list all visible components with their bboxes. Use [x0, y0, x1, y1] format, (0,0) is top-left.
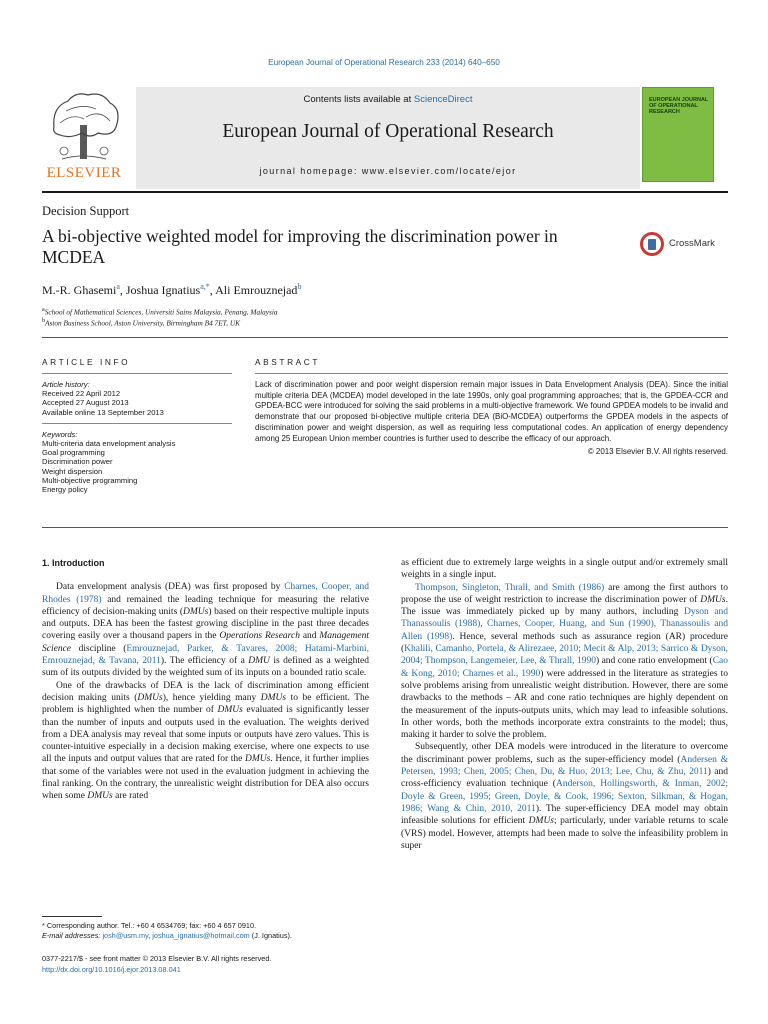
history-online: Available online 13 September 2013	[42, 407, 164, 417]
citation-link[interactable]: Charnes, Cooper, and Rhodes (1978)	[42, 582, 369, 605]
affiliation-b	[42, 318, 240, 327]
keyword-item: Discrimination power	[42, 457, 113, 467]
citation-link[interactable]: Anderson, Hollingsworth, & Inman, 2002; Doyle & Green, 1995; Green, Doyle, & Cook, 1996; Sexton, Silkman, & Hogan, 1986; Wang & Chin, 2010, 2011	[401, 779, 728, 814]
crossmark-label: CrossMark	[669, 238, 715, 249]
journal-citation[interactable]: European Journal of Operational Research 233 (2014) 640–650	[268, 58, 500, 67]
keyword-item: Energy policy	[42, 485, 88, 495]
author-list: M.-R. Ghasemi$^a$, Joshua Ignatius$^{a,*}$, Ali Emrouznejad$^b$	[42, 282, 302, 297]
email-addresses	[42, 931, 369, 941]
citation-link[interactable]: Khalili, Camanho, Portela, & Alirezaee, 2010; Mecit & Alp, 2013; Sarrico & Dyson, 2004; Thompson, Langemeier, Lee, & Thrall, 1990	[401, 644, 728, 667]
abstract-text: Lack of discrimination power and poor weight dispersion remain major issues in Data Envelopment Analysis (DEA). Since the initial multiple criteria DEA (MCDEA) model developed in the late 1990s, only goal programming approaches; that is, the GPDEA-CCR and GPDEA-BCC were introduced for solving the said problems in a multi-objective framework. We found GPDEA models to be invalid and demonstrate that our proposed bi-objective multiple criteria DEA (BiO-MCDEA) outperforms the GPDEA models in the aspects of discrimination power and weight dispersion, as well as requiring less computational codes. An application of energy dependency among 25 European Union member countries is further used to describe the efficacy of our approach.	[255, 380, 728, 443]
abstract-rule	[255, 373, 728, 374]
affiliation-divider	[42, 337, 728, 338]
article-info-rule	[42, 373, 232, 374]
author-sup: b	[297, 282, 302, 291]
affiliation-text: School of Mathematical Sciences, Universiti Sains Malaysia, Penang, Malaysia	[44, 307, 278, 317]
article-info	[42, 357, 232, 494]
abstract-bottom-divider	[42, 527, 728, 528]
keyword-item: Goal programming	[42, 448, 105, 458]
corresponding-author: * Corresponding author. Tel.: +60 4 6534769; fax: +60 4 657 0910.	[42, 921, 257, 930]
body-paragraph: Data envelopment analysis (DEA) was first proposed by Charnes, Cooper, and Rhodes (1978) and remained the leading technique for measuring the relative efficiency of decision-making units (DMUs) based on their respective multiple inputs and outputs. DEA has been the fastest growing discipline in the past three decades covering easily over a thousand papers in the Operations Research and Management Science discipline (Emrouznejad, Parker, & Tavares, 2008; Hatami-Marbini, Emrouznejad, & Tavana, 2011). The efficiency of a DMU is defined as a weighted sum of its outputs divided by the weighted sum of its inputs on a bounded ratio scale.	[42, 582, 369, 679]
keywords-rule	[42, 423, 232, 424]
abstract	[255, 357, 728, 456]
journal-cover-thumbnail	[642, 87, 714, 182]
corresponding-author-footnote	[42, 921, 369, 941]
affiliation-sup: b	[42, 318, 46, 324]
citation-link[interactable]: Thompson, Singleton, Thrall, and Smith (1986)	[415, 582, 605, 593]
author-sup: a	[116, 282, 120, 291]
author-name[interactable]: M.-R. Ghasemi	[42, 283, 117, 297]
sciencedirect-link[interactable]: ScienceDirect	[413, 94, 473, 105]
history-received: Received 22 April 2012	[42, 389, 121, 399]
body-right-column	[401, 557, 728, 852]
email-link[interactable]: joshua_ignatius@hotmail.com	[152, 931, 250, 940]
email-separator: ,	[148, 931, 153, 940]
keyword-item: Multi-criteria data envelopment analysis	[42, 439, 176, 449]
citation-link[interactable]: Emrouznejad, Parker, & Tavares, 2008; Hatami-Marbini, Emrouznejad, & Tavana, 2011	[42, 643, 369, 667]
issn-line: 0377-2217/$ - see front matter © 2013 Elsevier B.V. All rights reserved.	[42, 954, 272, 963]
article-title: A bi-objective weighted model for improving the discrimination power in MCDEA	[42, 226, 558, 267]
journal-banner	[136, 87, 640, 189]
crossmark-icon	[640, 232, 664, 256]
contents-prefix: Contents lists available at	[303, 94, 414, 105]
keywords-label: Keywords:	[42, 429, 78, 439]
body-paragraph: Subsequently, other DEA models were introduced in the literature to overcome the discriminant power problems, such as the super-efficiency model (Andersen & Petersen, 1993; Chen, 2005; Chen, Du, & Huo, 2013; Lee, Chu, & Zhu, 2011) and cross-efficiency evaluation technique (Anderson, Hollingsworth, & Inman, 2002; Doyle & Green, 1995; Green, Doyle, & Cook, 1996; Sexton, Silkman, & Hogan, 1986; Wang & Chin, 2010, 2011). The super-efficiency DEA model may obtain infeasible solutions for efficient DMUs; particularly, under variable returns to scale (VRS) model. However, attempts had been made to solve the infeasibility problem in super	[401, 742, 729, 851]
body-left-column	[42, 557, 369, 803]
keywords	[42, 430, 232, 494]
history-accepted: Accepted 27 August 2013	[42, 398, 129, 408]
citation-link[interactable]: Dyson and Thanassoulis (1988), Charnes, Cooper, Huang, and Sun (1990), Thanassoulis and Allen (1998)	[401, 607, 729, 642]
doi-link[interactable]: http://dx.doi.org/10.1016/j.ejor.2013.08.041	[42, 965, 181, 974]
author-sup: a,*	[200, 282, 210, 291]
affiliation-sup: a	[42, 307, 45, 313]
header-divider	[42, 191, 728, 193]
history-label: Article history:	[42, 380, 90, 389]
section-heading-introduction: 1. Introduction	[42, 558, 105, 568]
article-history	[42, 380, 232, 417]
affiliation-text: Aston Business School, Aston University, Birmingham B4 7ET, UK	[45, 318, 240, 328]
body-paragraph: Thompson, Singleton, Thrall, and Smith (1986) are among the first authors to propose the use of weight restriction to increase the discrimination power of DMUs. The issue was immediately picked up by many authors, including Dyson and Thanassoulis (1988), Charnes, Cooper, Huang, and Sun (1990), Thanassoulis and Allen (1998). Hence, several methods such as assurance region (AR) procedure (Khalili, Camanho, Portela, & Alirezaee, 2010; Mecit & Alp, 2013; Sarrico & Dyson, 2004; Thompson, Langemeier, Lee, & Thrall, 1990) and cone ratio envelopment (Cao & Kong, 2010; Charnes et al., 1990) were addressed in the literature as strategies to solve problems arising from unrealistic weight distribution. However, there are some drawbacks to the methods – AR and cone ratio techniques are highly dependent on the measurement of the inputs-outputs units, which may lead to infeasible solutions. In other words, both the methods incorporate extra constraints to the model; thus, making it harder to solve the problem.	[401, 582, 729, 741]
article-info-heading: ARTICLE INFO	[42, 357, 131, 367]
journal-name: European Journal of Operational Research	[222, 121, 554, 142]
author-name[interactable]: Ali Emrouznejad	[215, 283, 298, 297]
keyword-item: Multi-objective programming	[42, 475, 138, 485]
citation-link[interactable]: Andersen & Petersen, 1993; Chen, 2005; Chen, Du, & Huo, 2013; Lee, Chu, & Zhu, 2011	[401, 754, 729, 778]
section-label: Decision Support	[42, 204, 130, 218]
journal-header	[42, 87, 728, 189]
body-paragraph: One of the drawbacks of DEA is the lack of discrimination among efficient decision making units (DMUs), hence yielding many DMUs to be efficient. The problem is highlighted when the number of DMUs evaluated is significantly lesser than the number of inputs and outputs used in the evaluation. The weights derived from a DEA analysis may reveal that some inputs or outputs have zero values. This is counter-intuitive especially in a decision making exercise, where one expects to use all the inputs and output values that are rated for the DMUs. Hence, it further implies that some of the variables were not used in the evaluation judgment in achieving the final ranking. On the contrary, the unrealistic weight distribution for DEA also occurs when some DMUs are rated	[42, 680, 369, 802]
email-label: E-mail addresses:	[42, 931, 103, 940]
keyword-item: Weight dispersion	[42, 466, 103, 476]
affiliation-a	[42, 307, 278, 316]
crossmark-badge[interactable]	[640, 232, 730, 258]
abstract-heading: ABSTRACT	[255, 357, 321, 367]
author-name[interactable]: Joshua Ignatius	[125, 283, 201, 297]
body-paragraph: as efficient due to extremely large weights in a single output and/or extremely small weights in a single input.	[401, 558, 728, 581]
cover-title: EUROPEAN JOURNAL OF OPERATIONAL RESEARCH	[649, 97, 709, 115]
citation-link[interactable]: Cao & Kong, 2010; Charnes et al., 1990	[401, 656, 728, 679]
article-meta-footer	[42, 953, 369, 975]
abstract-copyright: © 2013 Elsevier B.V. All rights reserved.	[587, 447, 728, 457]
email-link[interactable]: josh@usm.my	[102, 931, 149, 940]
email-suffix: (J. Ignatius).	[249, 931, 292, 940]
elsevier-wordmark: ELSEVIER	[46, 165, 122, 181]
footnote-divider	[42, 916, 102, 917]
journal-homepage[interactable]: journal homepage: www.elsevier.com/locate/ejor	[259, 166, 517, 176]
contents-line	[136, 94, 640, 105]
